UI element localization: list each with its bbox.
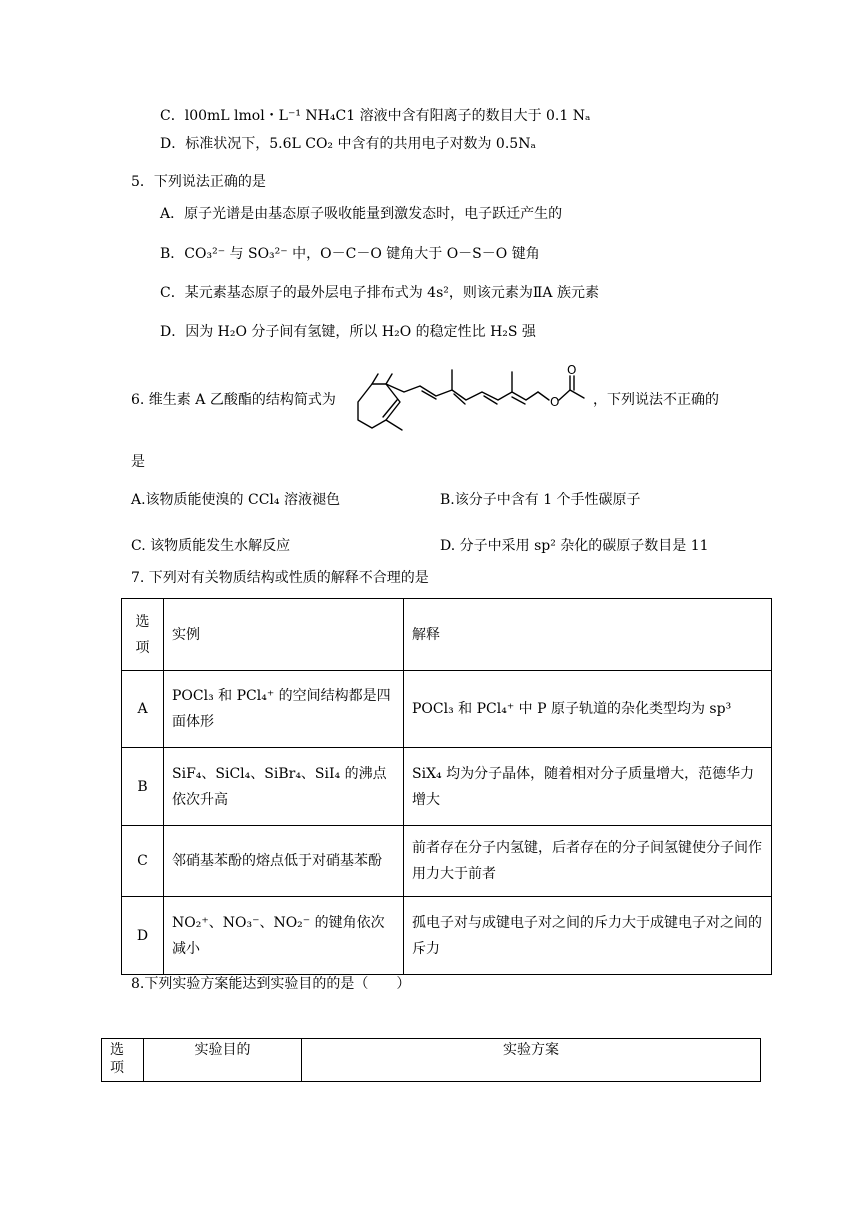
q5-stem: 5．下列说法正确的是 (131, 174, 266, 190)
table-header-row (102, 1039, 761, 1082)
oxygen-atom-label: O (567, 363, 577, 377)
header-scheme: 实验方案 (302, 1039, 761, 1082)
row-explanation: POCl₃ 和 PCl₄⁺ 中 P 原子轨道的杂化类型均为 sp³ (404, 671, 772, 748)
methyl-bond (570, 390, 584, 398)
row-explanation: SiX₄ 均为分子晶体，随着相对分子质量增大，范德华力增大 (404, 748, 772, 826)
q5-option-d: D．因为 H₂O 分子间有氢键，所以 H₂O 的稳定性比 H₂S 强 (160, 324, 536, 340)
row-example: NO₂⁺、NO₃⁻、NO₂⁻ 的键角依次减小 (164, 897, 404, 975)
q4-option-d: D．标准状况下，5.6L CO₂ 中含有的共用电子对数为 0.5Nₐ (160, 136, 536, 152)
q6-option-c: C. 该物质能发生水解反应 (131, 538, 291, 554)
q7-table (121, 598, 772, 975)
ester-bond (538, 392, 549, 400)
q5-option-c: C．某元素基态原子的最外层电子排布式为 4s²，则该元素为ⅡA 族元素 (160, 285, 599, 301)
q5-option-b: B．CO₃²⁻ 与 SO₃²⁻ 中，O－C－O 键角大于 O－S－O 键角 (160, 246, 540, 262)
q8-stem: 8.下列实验方案能达到实验目的的是（ ） (131, 976, 411, 992)
q7-stem: 7. 下列对有关物质结构或性质的解释不合理的是 (131, 570, 429, 586)
row-example: POCl₃ 和 PCl₄⁺ 的空间结构都是四面体形 (164, 671, 404, 748)
methyl-bond (386, 374, 392, 384)
q6-option-d: D. 分子中采用 sp² 杂化的碳原子数目是 11 (440, 538, 709, 554)
row-option: C (122, 826, 164, 897)
methyl-bond (372, 374, 378, 384)
q5-option-a: A．原子光谱是由基态原子吸收能量到激发态时，电子跃迁产生的 (160, 206, 563, 222)
q6-option-a: A.该物质能使溴的 CCl₄ 溶液褪色 (131, 492, 340, 508)
row-example: SiF₄、SiCl₄、SiBr₄、SiI₄ 的沸点依次升高 (164, 748, 404, 826)
q4-option-c: C．l00mL lmol・L⁻¹ NH₄C1 溶液中含有阳离子的数目大于 0.1 Nₐ (160, 108, 591, 124)
methyl-bond (386, 420, 402, 430)
table-row (122, 671, 772, 748)
q6-option-b: B.该分子中含有 1 个手性碳原子 (440, 492, 641, 508)
vitamin-a-acetate-structure (348, 362, 596, 442)
oxygen-atom-label: O (550, 395, 560, 409)
header-example: 实例 (164, 599, 404, 671)
table-row (122, 897, 772, 975)
row-option: A (122, 671, 164, 748)
header-explanation: 解释 (404, 599, 772, 671)
chain-double-bond (484, 396, 497, 404)
ester-bond (559, 390, 570, 400)
table-row (122, 748, 772, 826)
header-purpose: 实验目的 (144, 1039, 302, 1082)
header-option: 选项 (102, 1039, 144, 1082)
row-example: 邻硝基苯酚的熔点低于对硝基苯酚 (164, 826, 404, 897)
table-row (122, 826, 772, 897)
row-explanation: 孤电子对与成键电子对之间的斥力大于成键电子对之间的斥力 (404, 897, 772, 975)
q6-stem-start: 6. 维生素 A 乙酸酯的结构简式为 (131, 392, 336, 408)
q6-stem-continuation: 是 (131, 454, 145, 470)
q6-stem-end: ，下列说法不正确的 (593, 392, 719, 408)
row-explanation: 前者存在分子内氢键，后者存在的分子间氢键使分子间作用力大于前者 (404, 826, 772, 897)
row-option: B (122, 748, 164, 826)
polyene-chain (386, 384, 538, 400)
ring-bonds (358, 384, 400, 428)
header-option: 选项 (122, 599, 164, 671)
q8-table (101, 1038, 761, 1082)
row-option: D (122, 897, 164, 975)
table-header-row (122, 599, 772, 671)
